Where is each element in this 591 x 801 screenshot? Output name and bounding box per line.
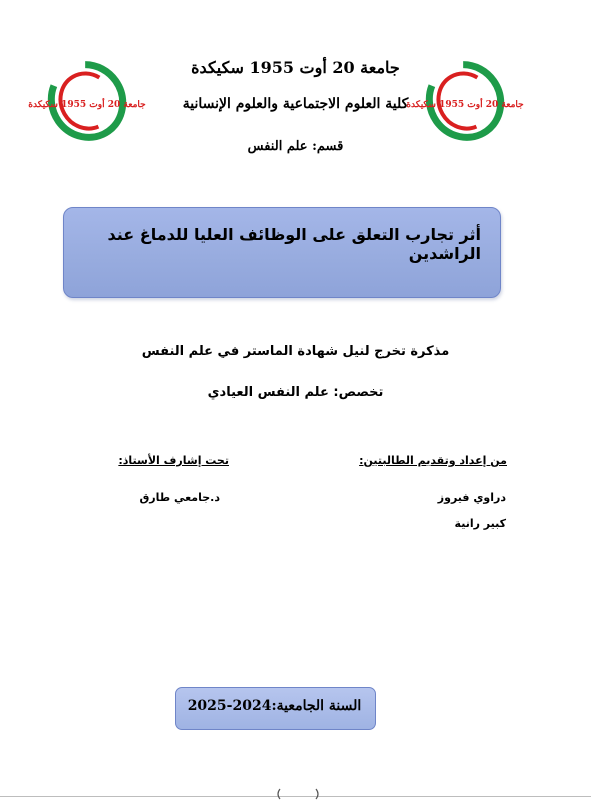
page-number-bracket bbox=[276, 787, 320, 801]
specialty: تخصص: علم النفس العيادي bbox=[207, 385, 384, 400]
supervisor-label: تحت إشارف الأستاذ: bbox=[118, 454, 229, 467]
academic-year: السنة الجامعية:2024-2025 bbox=[187, 698, 362, 714]
student-name: دراوي فيروز bbox=[437, 491, 506, 504]
degree-statement: مذكرة تخرج لنيل شهادة الماستر في علم النفس bbox=[141, 344, 450, 359]
department-name: قسم: علم النفس bbox=[247, 139, 344, 154]
logo-text: جامعة 20 أوت 1955 سكيكدة bbox=[28, 100, 146, 110]
supervisor-name: د.جامعي طارق bbox=[139, 491, 220, 504]
students-label: من إعداد وتقديم الطالبتين: bbox=[359, 454, 507, 467]
university-name: جامعة 20 أوت 1955 سكيكدة bbox=[191, 58, 400, 77]
logo-text: جامعة 20 أوت 1955 سكيكدة bbox=[406, 100, 524, 110]
student-name: كبير رانية bbox=[454, 517, 506, 530]
thesis-title: أثر تجارب التعلق على الوظائف العليا للدماغ عند الراشدين bbox=[107, 225, 481, 263]
faculty-name: كلية العلوم الاجتماعية والعلوم الإنسانية bbox=[182, 96, 409, 112]
